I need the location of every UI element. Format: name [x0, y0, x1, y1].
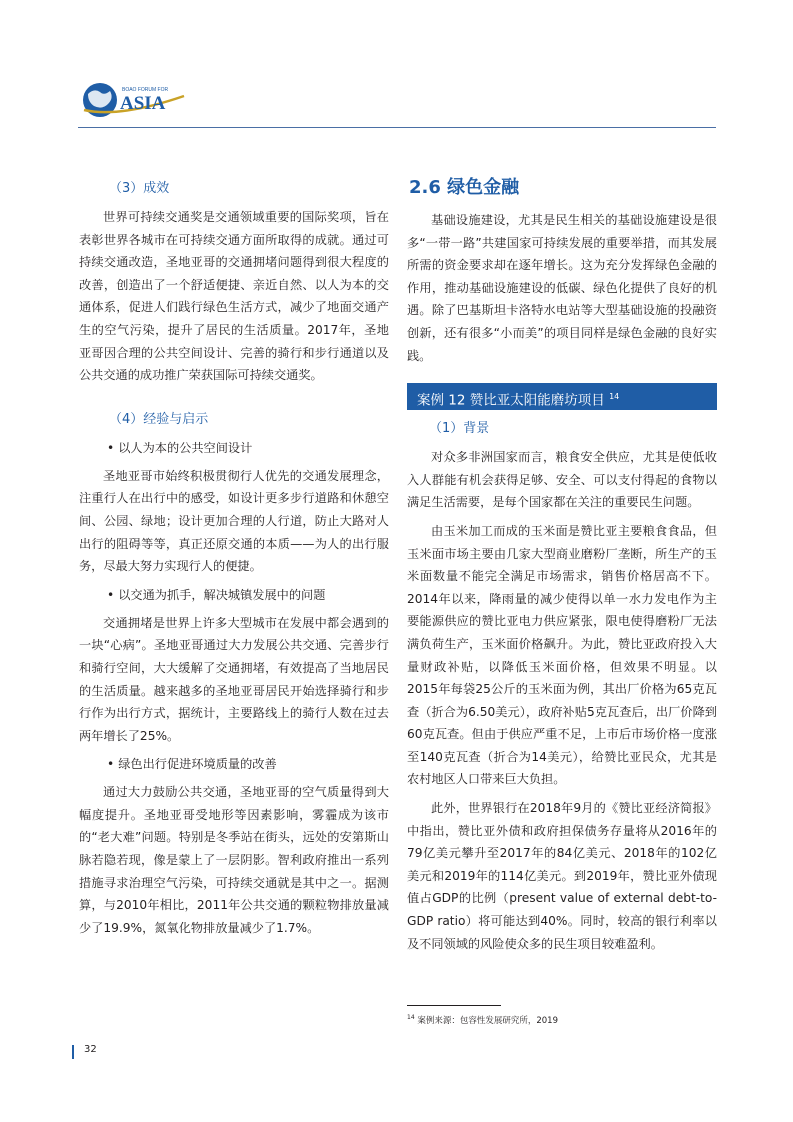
header-divider	[78, 127, 716, 128]
paragraph: 此外，世界银行在2018年9月的《赞比亚经济简报》中指出，赞比亚外债和政府担保债务存量将从2016年的79亿美元攀升至2017年的84亿美元、2018年的102亿美元和2019年的114亿美元。到2019年，赞比亚外债现值占GDP的比例（present value of external debt-to-GDP ratio）将可能达到40%。同时，较高的银行利率以及不同领域的风险使众多的民生项目较难盈利。	[407, 801, 717, 951]
right-column	[407, 178, 717, 955]
bullet-heading: • 以人为本的公共空间设计	[79, 437, 389, 459]
boao-forum-logo	[80, 76, 190, 124]
footnote-number: 14	[407, 1014, 415, 1022]
footnote: $^{14}$ 案例来源：包容性发展研究所，2019	[407, 1014, 558, 1026]
page-number: 32	[84, 1044, 97, 1055]
bullet-icon: •	[107, 757, 115, 772]
subheading-results: （3）成效	[109, 181, 170, 196]
section-title: 2.6 绿色金融	[409, 177, 520, 198]
bullet-heading: • 绿色出行促进环境质量的改善	[79, 753, 389, 775]
paragraph: 对众多非洲国家而言，粮食安全供应，尤其是使低收入人群能有机会获得足够、安全、可以支付得起的食物以满足生活需要，是每个国家都在关注的重要民生问题。	[407, 450, 717, 510]
case-title-bar: 案例 12 赞比亚太阳能磨坊项目 $^{14}$	[407, 383, 717, 410]
page-number-marker	[72, 1045, 74, 1059]
subheading-background: （1）背景	[429, 421, 490, 437]
bullet-heading: • 以交通为抓手，解决城镇发展中的问题	[79, 584, 389, 606]
bullet-icon: •	[107, 587, 115, 602]
footnote-ref[interactable]: 14	[609, 392, 620, 402]
paragraph: 世界可持续交通奖是交通领域重要的国际奖项，旨在表彰世界各城市在可持续交通方面所取得的成就。通过可持续交通改造，圣地亚哥的交通拥堵问题得到很大程度的改善，创造出了一个舒适便捷、亲近自然、以人为本的交通体系，促进人们践行绿色生活方式，减少了地面交通产生的空气污染，提升了居民的生活质量。2017年，圣地亚哥因合理的公共空间设计、完善的骑行和步行通道以及公共交通的成功推广荣获国际可持续交通奖。	[79, 210, 389, 383]
subheading-lessons: （4）经验与启示	[109, 411, 209, 427]
paragraph: 由玉米加工而成的玉米面是赞比亚主要粮食食品，但玉米面市场主要由几家大型商业磨粉厂垄断，所生产的玉米面数量不能完全满足市场需求，销售价格居高不下。2014年以来，降雨量的减少使得以单一水力发电作为主要能源供应的赞比亚电力供应紧张，限电使得磨粉厂无法满负荷生产，玉米面价格飙升。为此，赞比亚政府投入大量财政补贴，以降低玉米面价格，但效果不明显。以2015年每袋25公斤的玉米面为例，其出厂价格为65克瓦查（折合为6.50美元），政府补贴5克瓦查后，出厂价降到60克瓦查。但由于供应严重不足，上市后市场价格一度涨至140克瓦查（折合为14美元），给赞比亚民众，尤其是农村地区人口带来巨大负担。	[407, 523, 717, 787]
paragraph: 圣地亚哥市始终积极贯彻行人优先的交通发展理念，注重行人在出行中的感受，如设计更多步行道路和休憩空间、公园、绿地；设计更加合理的人行道，防止大路对人出行的阻碍等等，真正还原交通的本质——为人的出行服务，尽最大努力实现行人的便捷。	[79, 468, 389, 574]
left-column	[79, 178, 389, 939]
bullet-icon: •	[107, 440, 115, 455]
svg-text:BOAO FORUM FOR: BOAO FORUM FOR	[122, 87, 169, 93]
paragraph: 基础设施建设，尤其是民生相关的基础设施建设是很多“一带一路”共建国家可持续发展的重要举措，而其发展所需的资金要求却在逐年增长。这为充分发挥绿色金融的作用，推动基础设施建设的低碳、绿色化提供了良好的机遇。除了巴基斯坦卡洛特水电站等大型基础设施的投融资创新，还有很多“小而美”的项目同样是绿色金融的良好实践。	[407, 213, 717, 363]
paragraph: 通过大力鼓励公共交通，圣地亚哥的空气质量得到大幅度提升。圣地亚哥受地形等因素影响，雾霾成为该市的“老大难”问题。特别是冬季站在街头，远处的安第斯山脉若隐若现，像是蒙上了一层阴影。智利政府推出一系列措施寻求治理空气污染，可持续交通就是其中之一。据测算，与2010年相比，2011年公共交通的颗粒物排放量减少了19.9%，氮氧化物排放量减少了1.7%。	[79, 785, 389, 935]
paragraph: 交通拥堵是世界上许多大型城市在发展中都会遇到的一块“心病”。圣地亚哥通过大力发展公共交通、完善步行和骑行空间，大大缓解了交通拥堵，有效提高了当地居民的生活质量。越来越多的圣地亚哥居民开始选择骑行和步行作为出行方式，据统计，主要路线上的骑行人数在过去两年增长了25%。	[79, 615, 389, 743]
svg-text:ASIA: ASIA	[120, 93, 166, 114]
footnote-divider	[407, 1005, 501, 1006]
